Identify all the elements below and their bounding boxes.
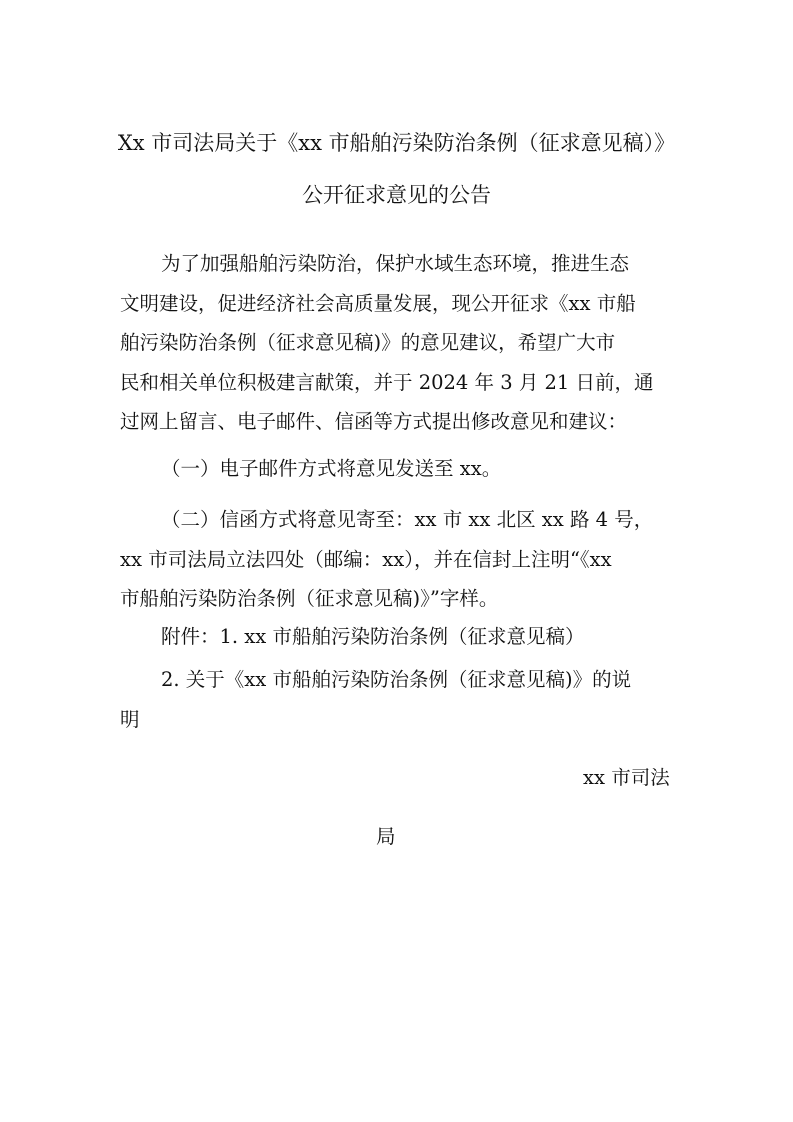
announcement-paragraph [120,244,676,442]
paragraph-line: （二）信函方式将意见寄至：xx 市 xx 北区 xx 路 4 号， [161,508,654,531]
paragraph-line: 2. 关于《xx 市船舶污染防治条例（征求意见稿)》的说 [161,668,632,691]
paragraph-line: （一）电子邮件方式将意见发送至 xx。 [161,457,502,480]
attachment-item-2 [120,660,676,739]
paragraph-line: 舶污染防治条例（征求意见稿)》的意见建议，希望广大市 [120,331,616,354]
paragraph-line: 市船舶污染防治条例（征求意见稿)》”字样。 [120,587,499,610]
paragraph-line: xx 市司法局立法四处（邮编：xx），并在信封上注明“《xx [120,547,612,571]
paragraph-line: 文明建设，促进经济社会高质量发展，现公开征求《xx 市船 [120,291,636,315]
submission-method-email [120,449,676,489]
submission-method-letter [120,500,676,619]
paragraph-line: 为了加强船舶污染防治，保护水域生态环境，推进生态 [161,252,630,275]
paragraph-line: 过网上留言、电子邮件、信函等方式提出修改意见和建议： [120,410,628,433]
document-title-line-1: Xx 市司法局关于《xx 市船舶污染防治条例（征求意见稿）》 [117,131,676,155]
paragraph-line: 民和相关单位积极建言献策，并于 2024 年 3 月 21 日前，通 [120,370,654,394]
paragraph-line: 明 [120,707,140,731]
document-title-line-2: 公开征求意见的公告 [302,183,491,207]
signature-line-2: 局 [376,825,396,848]
signature-line-1: xx 市司法 [583,766,670,789]
attachment-item-1 [120,617,676,657]
paragraph-line: 附件：1. xx 市船舶污染防治条例（征求意见稿） [161,625,585,648]
